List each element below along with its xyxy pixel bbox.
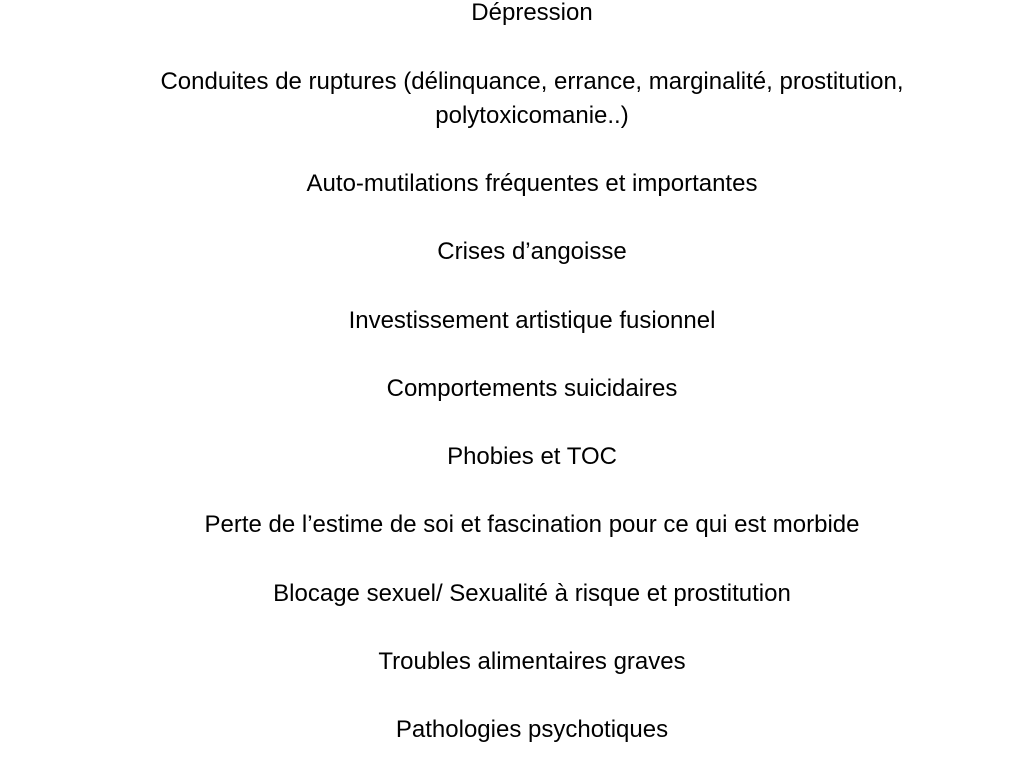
item-pathologies-psychotiques: Pathologies psychotiques: [395, 716, 669, 743]
item-auto-mutilations: Auto-mutilations fréquentes et importantes: [306, 170, 758, 197]
item-conduites-de-ruptures: Conduites de ruptures (délinquance, errance, marginalité, prostitution, polytoxicomanie..): [160, 68, 904, 129]
item-investissement-artistique: Investissement artistique fusionnel: [348, 307, 716, 334]
item-perte-estime: Perte de l’estime de soi et fascination pour ce qui est morbide: [204, 511, 860, 538]
item-blocage-sexuel: Blocage sexuel/ Sexualité à risque et prostitution: [273, 580, 791, 607]
item-troubles-alimentaires: Troubles alimentaires graves: [378, 648, 686, 675]
item-depression: Dépression: [471, 0, 593, 26]
item-crises-angoisse: Crises d’angoisse: [437, 238, 627, 265]
item-phobies-toc: Phobies et TOC: [447, 443, 617, 470]
item-comportements-suicidaires: Comportements suicidaires: [386, 375, 678, 402]
